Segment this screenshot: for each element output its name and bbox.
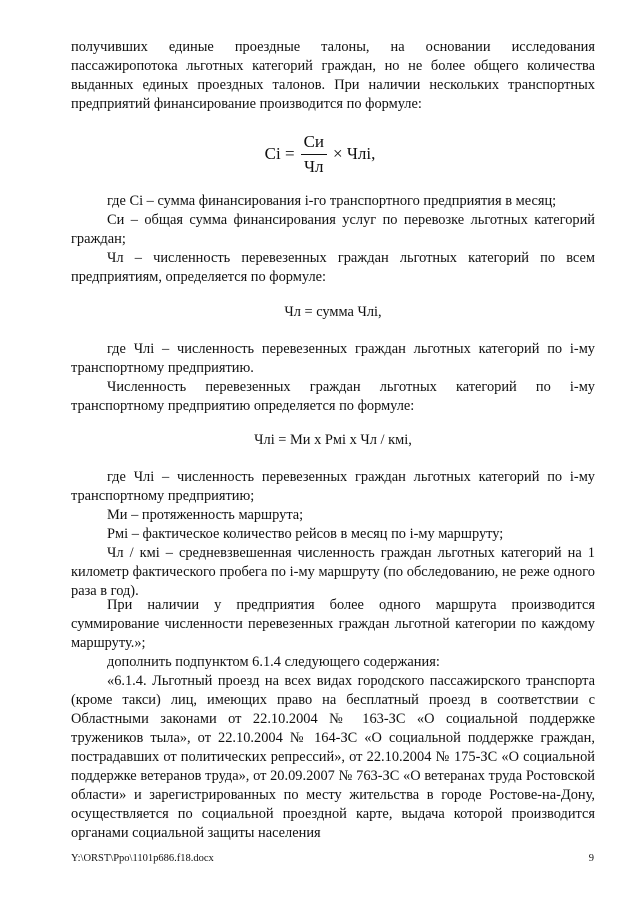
footer-page-number: 9 — [588, 853, 594, 864]
formula-sum: Чл = сумма Члі, — [284, 304, 382, 320]
paragraph-def-si: Си – общая сумма финансирования услуг по перевозке льготных категорий граждан; — [71, 212, 595, 247]
formula-chli: Члі = Ми х Рмі х Чл / кмі, — [254, 432, 412, 448]
formula-numerator: Си — [301, 132, 327, 155]
paragraph-def-chli-2: где Члі – численность перевезенных граждан льготных категорий по і-му транспортному предприятию; — [71, 469, 595, 504]
paragraph-def-rmi: Рмі – фактическое количество рейсов в месяц по і-му маршруту; — [107, 526, 504, 542]
formula-financing — [0, 128, 640, 180]
paragraph-def-chli: где Члі – численность перевезенных граждан льготных категорий по і-му транспортному предприятию. — [71, 341, 595, 376]
formula-lhs: Сі = — [264, 144, 295, 163]
paragraph-financing-intro: получивших единые проездные талоны, на основании исследования пассажиропотока льготных категорий граждан, но не более общего количества выданных единых проездных талонов. При наличии нескольких транспортных предприятий финансирование производится по формуле: — [71, 39, 595, 112]
paragraph-def-ci: где Сі – сумма финансирования і-го транспортного предприятия в месяц; — [107, 193, 557, 209]
paragraph-chli-intro: Численность перевезенных граждан льготных категорий по і-му транспортному предприятию определяется по формуле: — [71, 379, 595, 414]
paragraph-def-chl: Чл – численность перевезенных граждан льготных категорий по всем предприятиям, определяется по формуле: — [71, 250, 595, 285]
formula-denominator: Чл — [304, 156, 324, 176]
footer-file-path: Y:\ORST\Ppo\1101p686.f18.docx — [71, 853, 214, 864]
paragraph-def-chl-km: Чл / кмі – средневзвешенная численность граждан льготных категорий на 1 километр фактического пробега по і-му маршруту (по обследованию, не реже одного раза в год). — [71, 545, 595, 599]
paragraph-subitem-6-1-4: «6.1.4. Льготный проезд на всех видах городского пассажирского транспорта (кроме такси) лиц, имеющих право на бесплатный проезд в соответствии с Областными законами от 22.10.2004 № 163-ЗС «О социальной поддержке тружеников тыла», от 22.10.2004 № 164-ЗС «О социальной поддержке граждан, пострадавших от политических репрессий», от 22.10.2004 № 175-ЗС «О социальной поддержке ветеранов труда», от 20.09.2007 № 763-ЗС «О ветеранах труда Ростовской области» и зарегистрированных по месту жительства в городе Ростове-на-Дону, осуществляется по социальной проездной карте, выдача которой производится органами социальной защиты населения — [71, 673, 595, 841]
paragraph-def-mi: Ми – протяженность маршрута; — [107, 507, 304, 523]
paragraph-multiple-routes: При наличии у предприятия более одного маршрута производится суммирование численности перевезенных граждан льготной категории по каждому маршруту.»; — [71, 597, 595, 651]
paragraph-add-subitem: дополнить подпунктом 6.1.4 следующего содержания: — [107, 654, 440, 670]
formula-fraction — [301, 132, 327, 177]
formula-rhs: × Члі, — [333, 144, 376, 163]
